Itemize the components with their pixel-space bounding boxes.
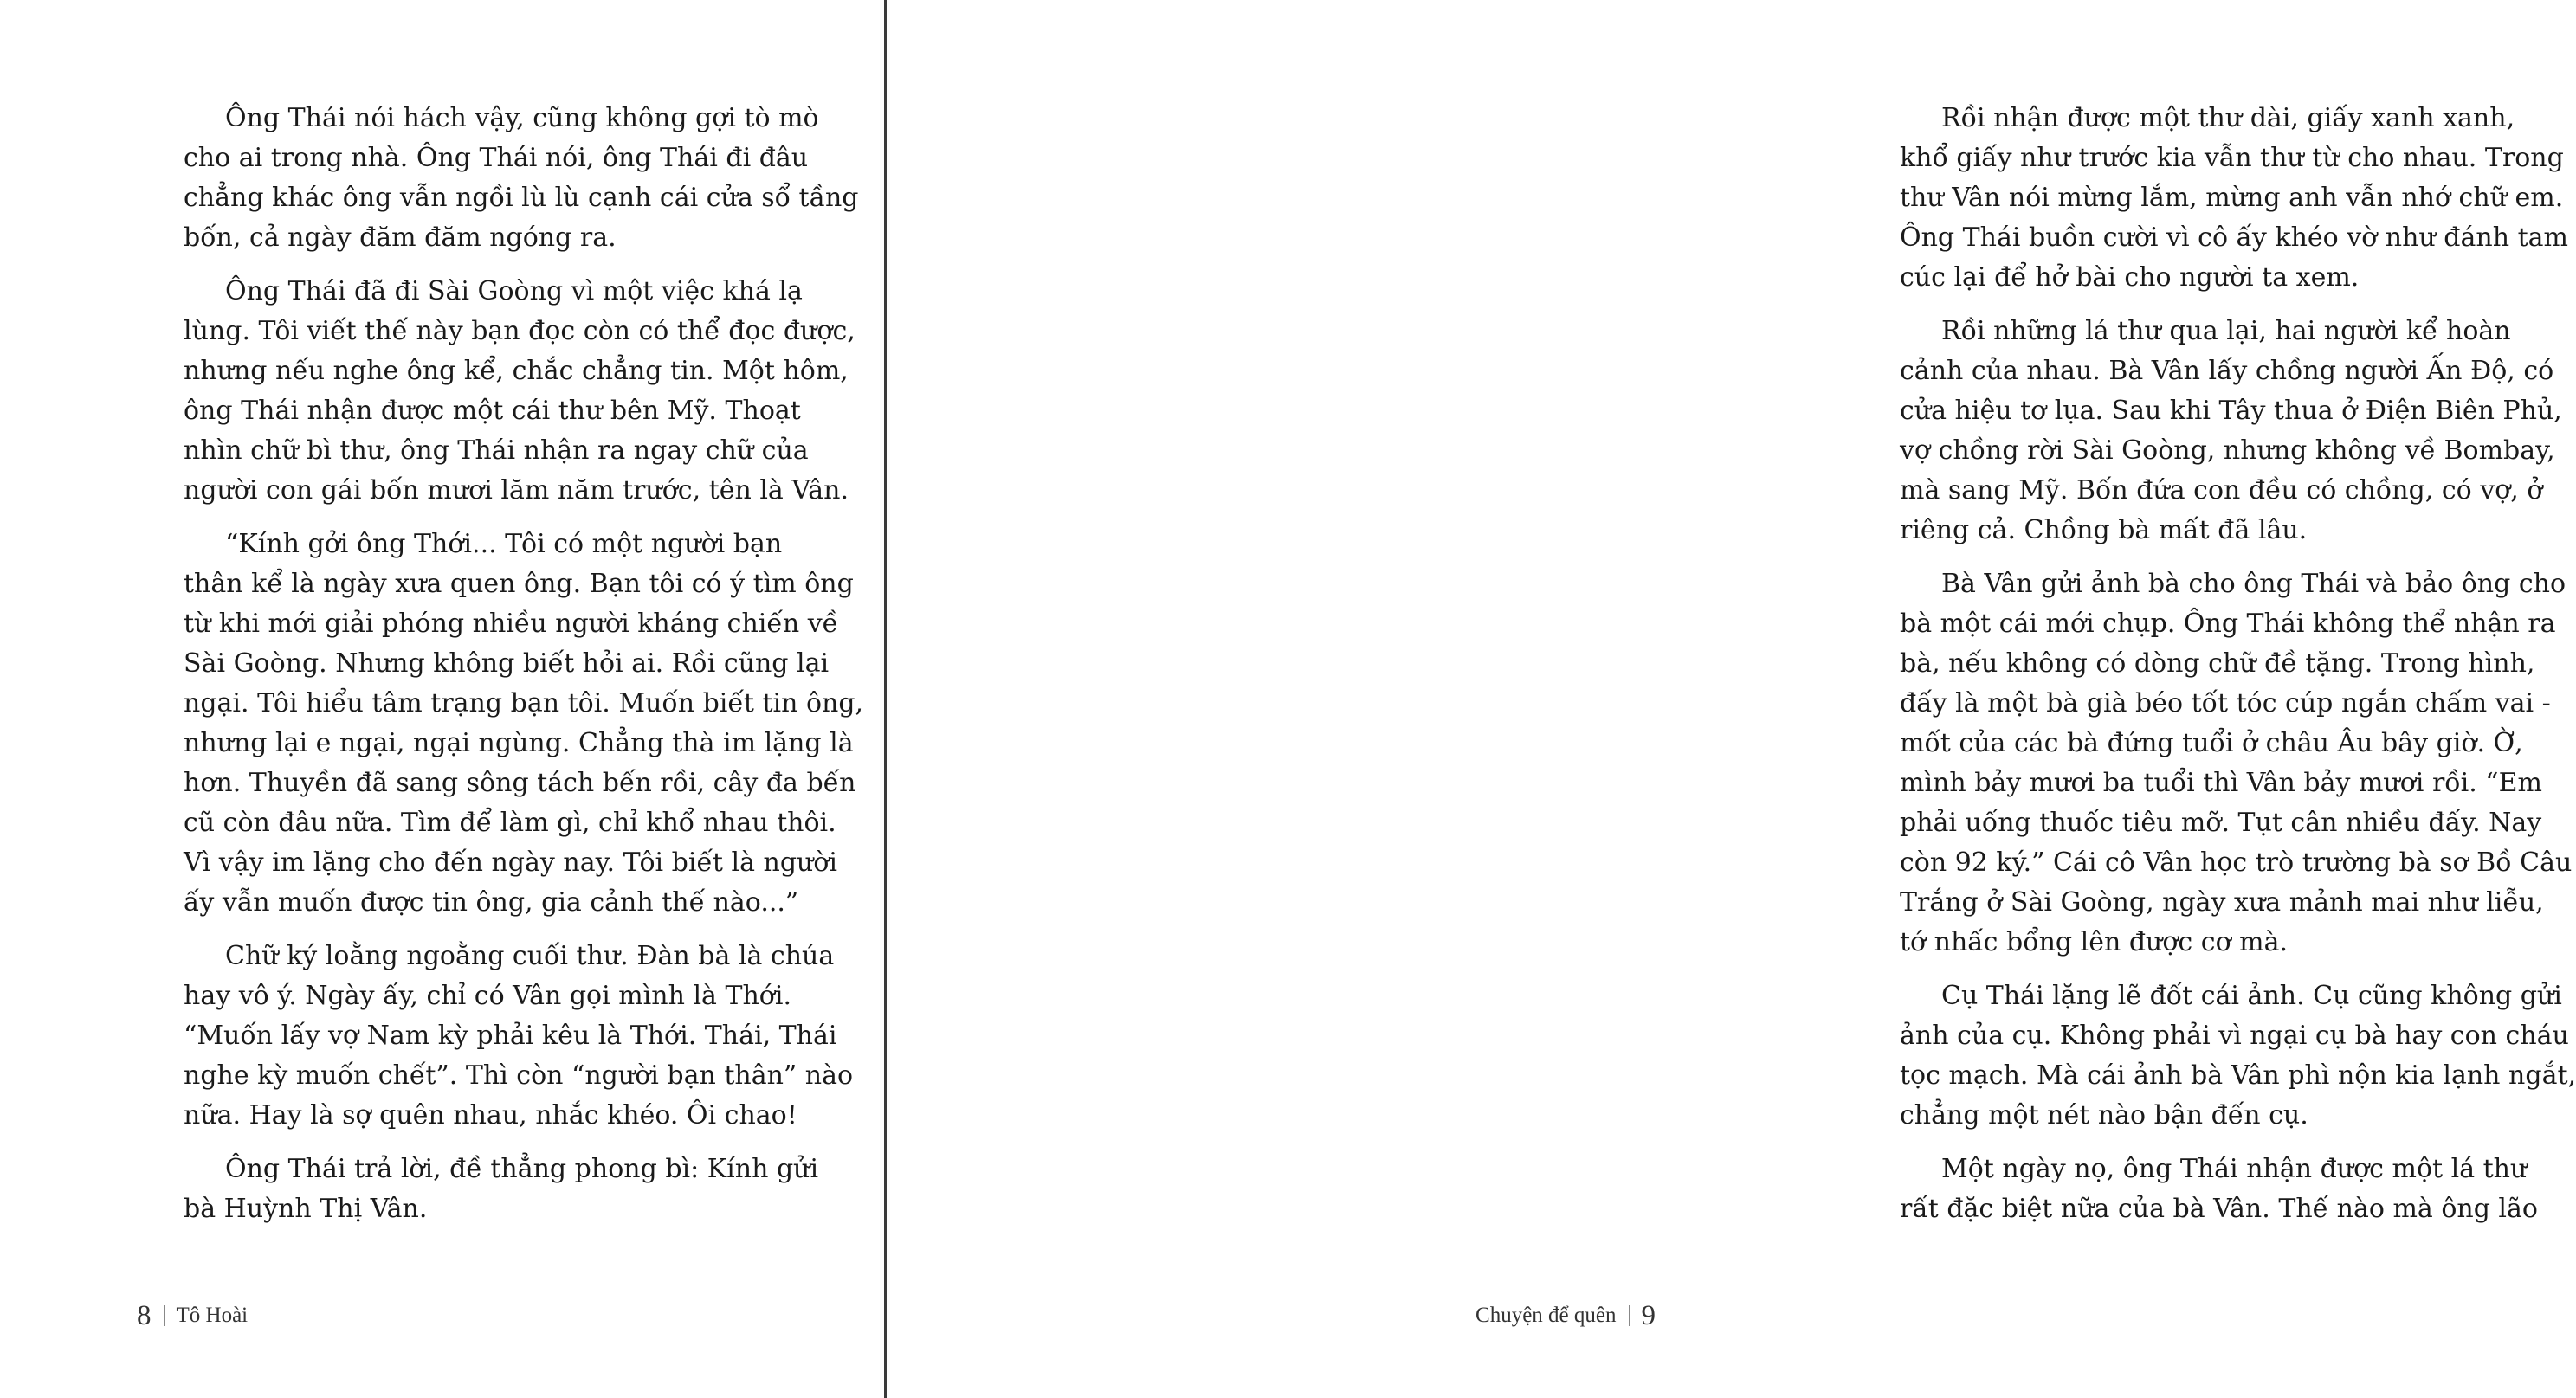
text-line: Cụ Thái lặng lẽ đốt cái ảnh. Cụ cũng không gửi xyxy=(1941,981,2562,1011)
text-line: ông Thái nhận được một cái thư bên Mỹ. Thoạt xyxy=(184,396,801,426)
page-number: 9 xyxy=(1641,1300,1656,1331)
paragraph xyxy=(1900,1150,2538,1229)
right-page xyxy=(887,0,2576,1398)
text-line: Chữ ký loằng ngoằng cuối thư. Đàn bà là chúa xyxy=(225,941,835,971)
left-page xyxy=(0,0,885,1398)
text-line: còn 92 ký.” Cái cô Vân học trò trường bà sơ Bồ Câu xyxy=(1900,847,2573,878)
text-line: chẳng một nét nào bận đến cụ. xyxy=(1900,1100,2308,1131)
left-page-body xyxy=(184,99,864,1243)
text-line: Rồi nhận được một thư dài, giấy xanh xanh, xyxy=(1941,103,2515,133)
text-line: Sài Goòng. Nhưng không biết hỏi ai. Rồi cũng lại xyxy=(184,648,830,679)
text-line: thư Vân nói mừng lắm, mừng anh vẫn nhớ chữ em. xyxy=(1900,183,2564,213)
paragraph xyxy=(1900,312,2562,551)
text-line: cúc lại để hở bài cho người ta xem. xyxy=(1900,262,2360,293)
text-line: cửa hiệu tơ lụa. Sau khi Tây thua ở Điện Biên Phủ, xyxy=(1900,396,2562,426)
text-line: “Muốn lấy vợ Nam kỳ phải kêu là Thới. Thái, Thái xyxy=(184,1021,837,1051)
text-line: chẳng khác ông vẫn ngồi lù lù cạnh cái cửa sổ tầng xyxy=(184,183,859,213)
text-line: nữa. Hay là sợ quên nhau, nhắc khéo. Ôi chao! xyxy=(184,1100,797,1131)
paragraph xyxy=(184,525,864,923)
text-line: vợ chồng rời Sài Goòng, nhưng không về Bombay, xyxy=(1900,435,2555,466)
page-number: 8 xyxy=(137,1300,152,1331)
text-line: bà một cái mới chụp. Ông Thái không thể nhận ra xyxy=(1900,609,2556,639)
text-line: thân kể là ngày xưa quen ông. Bạn tôi có ý tìm ông xyxy=(184,569,854,599)
text-line: bà Huỳnh Thị Vân. xyxy=(184,1194,428,1224)
text-line: cảnh của nhau. Bà Vân lấy chồng người Ấn Độ, có xyxy=(1900,356,2554,386)
text-line: nhìn chữ bì thư, ông Thái nhận ra ngay chữ của xyxy=(184,435,809,466)
paragraph xyxy=(184,1150,819,1229)
right-page-footer xyxy=(1475,1298,1656,1333)
text-line: ấy vẫn muốn được tin ông, gia cảnh thế nào...” xyxy=(184,887,799,918)
text-line: riêng cả. Chồng bà mất đã lâu. xyxy=(1900,515,2308,545)
text-line: mốt của các bà đứng tuổi ở châu Âu bây giờ. Ờ, xyxy=(1900,728,2523,758)
text-line: “Kính gởi ông Thới... Tôi có một người bạn xyxy=(225,529,783,559)
text-line: Ông Thái đã đi Sài Goòng vì một việc khá lạ xyxy=(225,276,803,306)
text-line: nhưng lại e ngại, ngại ngùng. Chẳng thà im lặng là xyxy=(184,728,854,758)
right-page-body xyxy=(1900,99,2576,1243)
text-line: Ông Thái trả lời, đề thẳng phong bì: Kính gửi xyxy=(225,1154,819,1184)
paragraph xyxy=(1900,976,2576,1136)
text-line: mà sang Mỹ. Bốn đứa con đều có chồng, có vợ, ở xyxy=(1900,475,2543,506)
paragraph xyxy=(184,99,859,258)
text-line: cũ còn đâu nữa. Tìm để làm gì, chỉ khổ nhau thôi. xyxy=(184,808,836,838)
text-line: mình bảy mươi ba tuổi thì Vân bảy mươi rồi. “Em xyxy=(1900,768,2542,798)
text-line: người con gái bốn mươi lăm năm trước, tên là Vân. xyxy=(184,475,849,506)
footer-separator xyxy=(1629,1305,1630,1326)
text-line: ảnh của cụ. Không phải vì ngại cụ bà hay con cháu xyxy=(1900,1021,2569,1051)
paragraph xyxy=(1900,99,2568,298)
text-line: tọc mạch. Mà cái ảnh bà Vân phì nộn kia lạnh ngắt, xyxy=(1900,1060,2576,1091)
text-line: Bà Vân gửi ảnh bà cho ông Thái và bảo ông cho xyxy=(1941,569,2566,599)
paragraph xyxy=(1900,564,2573,963)
text-line: ngại. Tôi hiểu tâm trạng bạn tôi. Muốn biết tin ông, xyxy=(184,688,864,718)
text-line: Vì vậy im lặng cho đến ngày nay. Tôi biết là người xyxy=(184,847,838,878)
text-line: khổ giấy như trước kia vẫn thư từ cho nhau. Trong xyxy=(1900,143,2564,173)
text-line: hay vô ý. Ngày ấy, chỉ có Vân gọi mình là Thới. xyxy=(184,981,791,1011)
text-line: Một ngày nọ, ông Thái nhận được một lá thư xyxy=(1941,1154,2528,1184)
running-head-author: Tô Hoài xyxy=(176,1304,249,1327)
text-line: cho ai trong nhà. Ông Thái nói, ông Thái đi đâu xyxy=(184,143,809,173)
text-line: bà, nếu không có dòng chữ đề tặng. Trong hình, xyxy=(1900,648,2535,679)
text-line: nhưng nếu nghe ông kể, chắc chẳng tin. Một hôm, xyxy=(184,356,849,386)
paragraph xyxy=(184,272,855,511)
text-line: phải uống thuốc tiêu mỡ. Tụt cân nhiều đấy. Nay xyxy=(1900,808,2542,838)
left-page-footer xyxy=(137,1298,248,1333)
text-line: từ khi mới giải phóng nhiều người kháng chiến về xyxy=(184,609,839,639)
text-line: Rồi những lá thư qua lại, hai người kể hoàn xyxy=(1941,316,2511,346)
text-line: hơn. Thuyền đã sang sông tách bến rồi, cây đa bến xyxy=(184,768,856,798)
text-line: tớ nhấc bổng lên được cơ mà. xyxy=(1900,927,2289,957)
footer-separator xyxy=(164,1305,165,1326)
running-head-title: Chuyện để quên xyxy=(1475,1304,1617,1327)
text-line: Ông Thái buồn cười vì cô ấy khéo vờ như đánh tam xyxy=(1900,222,2568,253)
text-line: Ông Thái nói hách vậy, cũng không gợi tò mò xyxy=(225,103,819,133)
text-line: nghe kỳ muốn chết”. Thì còn “người bạn thân” nào xyxy=(184,1060,854,1091)
text-line: đấy là một bà già béo tốt tóc cúp ngắn chấm vai - xyxy=(1900,688,2551,718)
text-line: bốn, cả ngày đăm đăm ngóng ra. xyxy=(184,222,617,253)
text-line: rất đặc biệt nữa của bà Vân. Thế nào mà ông lão xyxy=(1900,1194,2538,1224)
paragraph xyxy=(184,937,854,1136)
text-line: Trắng ở Sài Goòng, ngày xưa mảnh mai như liễu, xyxy=(1900,887,2544,918)
text-line: lùng. Tôi viết thế này bạn đọc còn có thể đọc được, xyxy=(184,316,855,346)
